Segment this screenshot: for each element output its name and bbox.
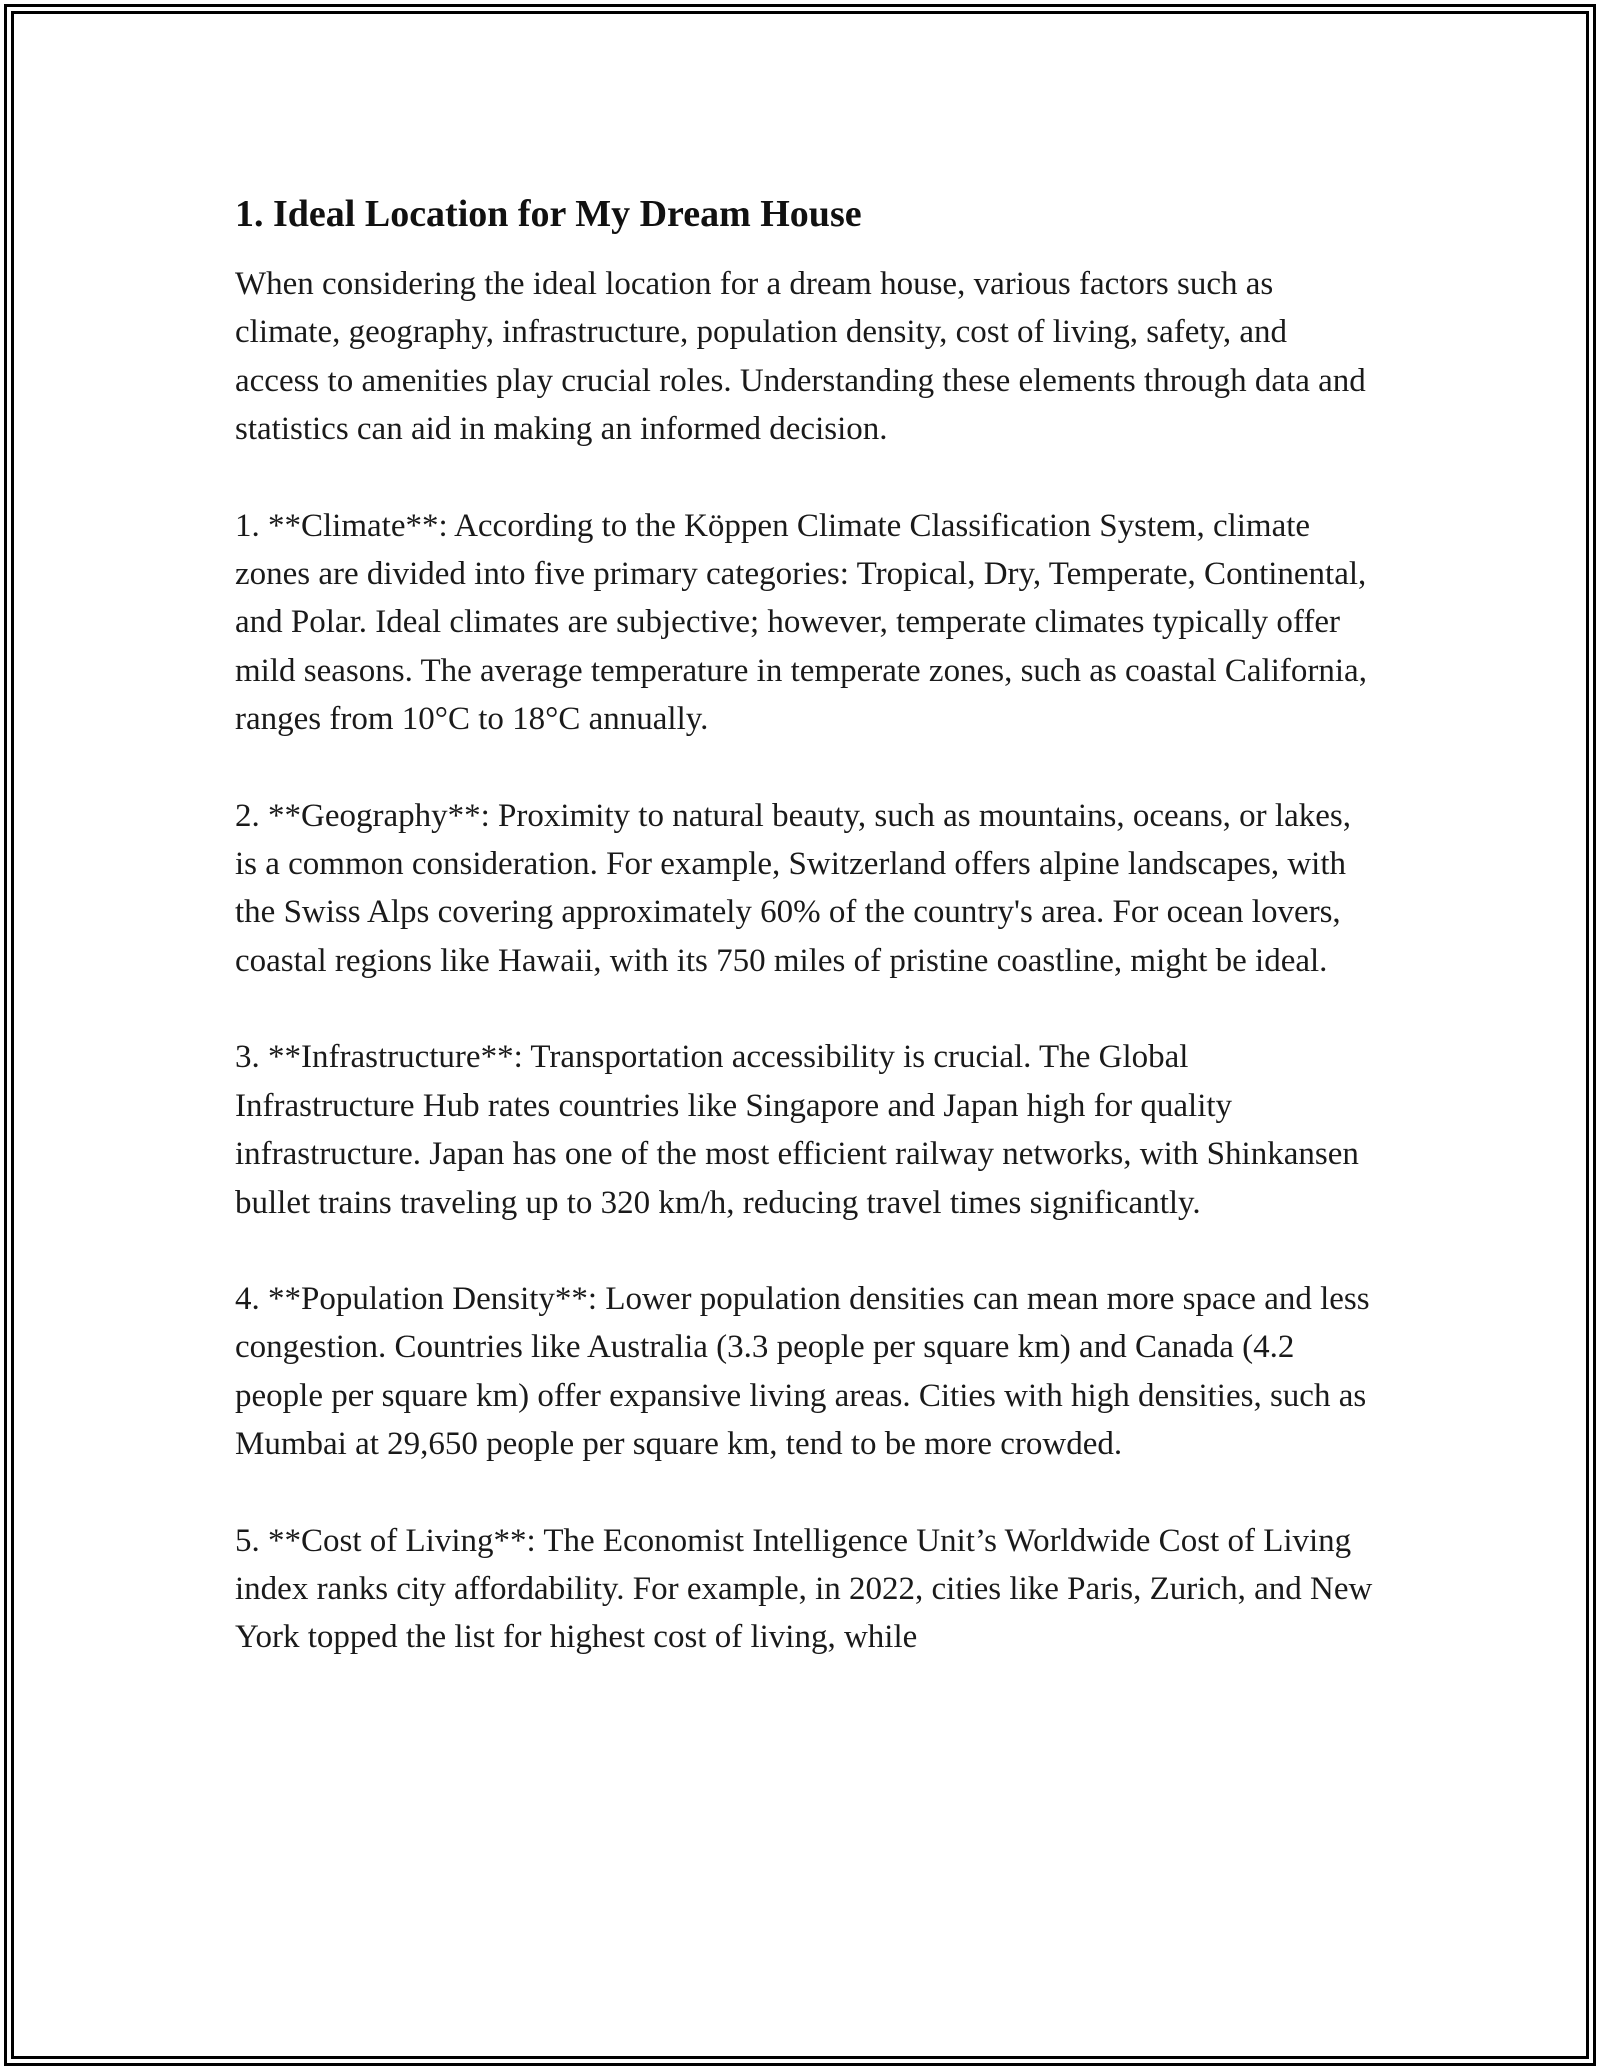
- geography-paragraph: 2. **Geography**: Proximity to natural beauty, such as mountains, oceans, or lakes, is a common consideration. For example, Switzerland offers alpine landscapes, with the Swiss Alps covering approximately 60% of the country's area. For ocean lovers, coastal regions like Hawaii, with its 750 miles of pristine coastline, might be ideal.: [235, 797, 1351, 979]
- document-body: [235, 186, 1375, 1710]
- intro-paragraph: When considering the ideal location for a dream house, various factors such as climate, geography, infrastructure, population density, cost of living, safety, and access to amenities play crucial roles. Understanding these elements through data and statistics can aid in making an informed decision.: [235, 266, 1366, 448]
- cost-of-living-paragraph: 5. **Cost of Living**: The Economist Intelligence Unit’s Worldwide Cost of Living index ranks city affordability. For example, in 2022, cities like Paris, Zurich, and New York topped the list for highest cost of living, while: [235, 1522, 1373, 1656]
- infrastructure-paragraph: 3. **Infrastructure**: Transportation accessibility is crucial. The Global Infrastructure Hub rates countries like Singapore and Japan high for quality infrastructure. Japan has one of the most efficient railway networks, with Shinkansen bullet trains traveling up to 320 km/h, reducing travel times significantly.: [235, 1039, 1359, 1221]
- population-density-paragraph: 4. **Population Density**: Lower population densities can mean more space and less congestion. Countries like Australia (3.3 people per square km) and Canada (4.2 people per square km) offer expansive living areas. Cities with high densities, such as Mumbai at 29,650 people per square km, tend to be more crowded.: [235, 1280, 1370, 1463]
- climate-paragraph: 1. **Climate**: According to the Köppen Climate Classification System, climate zones are divided into five primary categories: Tropical, Dry, Temperate, Continental, and Polar. Ideal climates are subjective; however, temperate climates typically offer mild seasons. The average temperature in temperate zones, such as coastal California, ranges from 10°C to 18°C annually.: [235, 507, 1367, 738]
- section-heading: 1. Ideal Location for My Dream House: [235, 193, 862, 235]
